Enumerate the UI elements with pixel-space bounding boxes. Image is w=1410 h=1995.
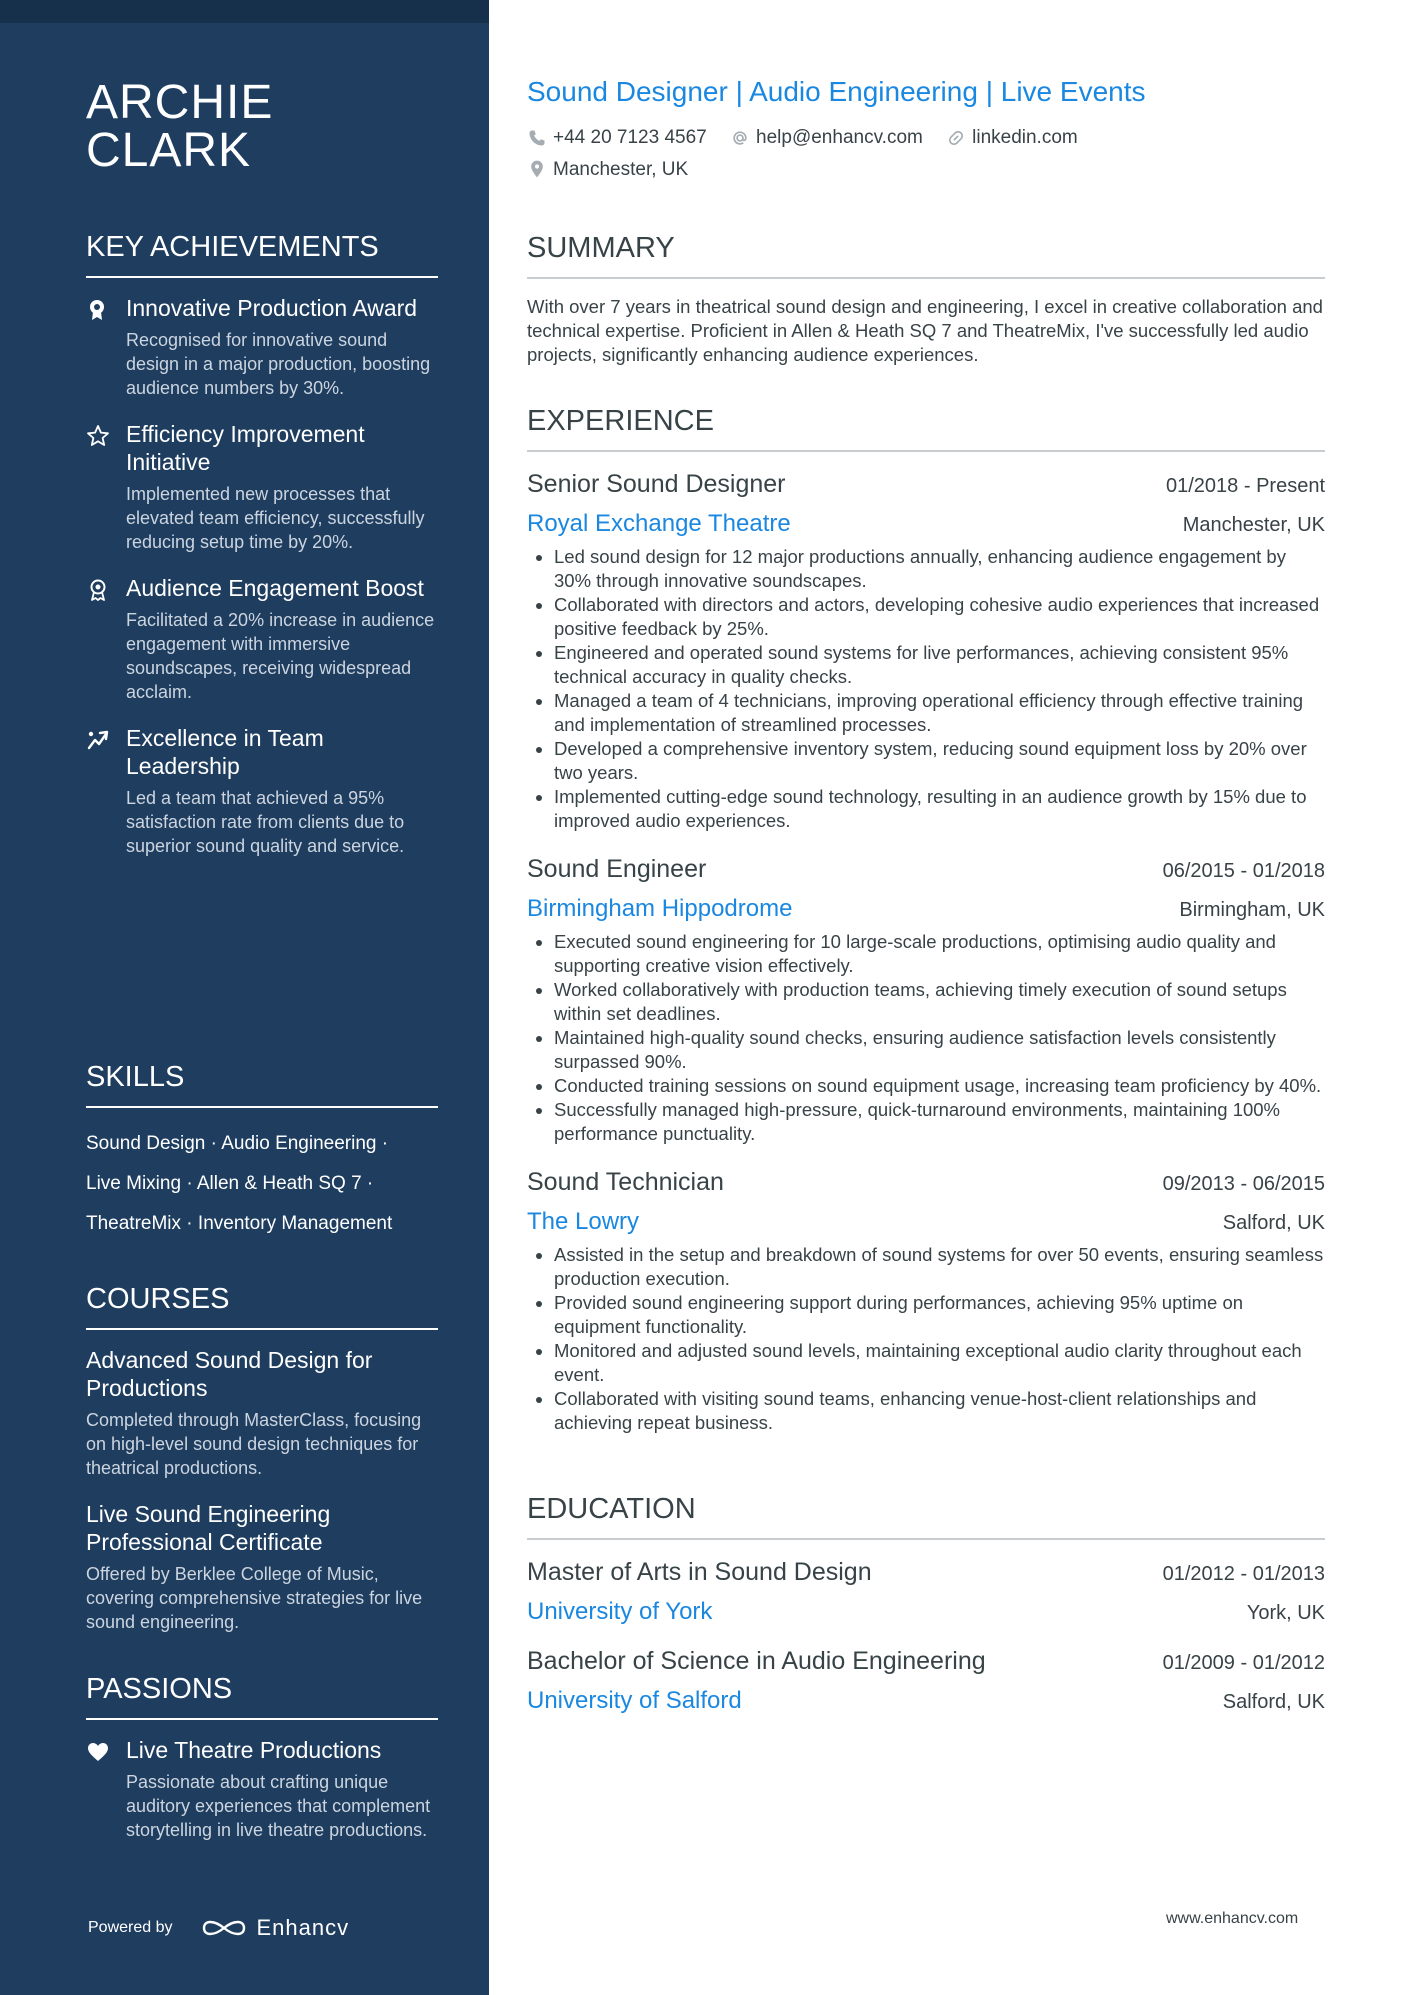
company-name[interactable]: The Lowry bbox=[527, 1208, 640, 1235]
course-item: Advanced Sound Design for Productions Completed through MasterClass, focusing on high-level sound design techniques for theatrical productions. bbox=[86, 1347, 422, 1478]
headline: Sound Designer | Audio Engineering | Live Events bbox=[527, 76, 1146, 107]
candidate-name: ARCHIE CLARK bbox=[86, 76, 274, 177]
achievements-title: KEY ACHIEVEMENTS bbox=[86, 233, 438, 278]
location: Manchester, UK bbox=[527, 156, 688, 183]
award-ribbon-icon bbox=[86, 294, 126, 400]
star-icon bbox=[86, 420, 126, 554]
education-dates: 01/2009 - 01/2012 bbox=[1162, 1652, 1325, 1674]
job-title: Sound Engineer bbox=[527, 855, 707, 883]
medal-icon bbox=[86, 574, 126, 704]
experience-title: EXPERIENCE bbox=[527, 407, 1325, 452]
job-bullets: • Led sound design for 12 major productions annually, enhancing audience engagement by 30% through innovative soundscapes. • Collaborated with directors and actors, developing cohesive audio experiences that increased positive feedback by 25%. • Engineered and operated sound systems for live performances, achieving consistent 95% technical accuracy in quality checks. • Managed a team of 4 technicians, improving operational efficiency through effective training and implementation of streamlined processes. • Developed a comprehensive inventory system, reducing sound equipment loss by 20% over two years. • Implemented cutting-edge sound technology, resulting in an audience growth by 15% due to improved audio experiences. bbox=[527, 545, 1325, 833]
job-location: Birmingham, UK bbox=[1179, 899, 1325, 921]
courses-title: COURSES bbox=[86, 1285, 438, 1330]
education-title: EDUCATION bbox=[527, 1495, 1325, 1540]
job-entry bbox=[527, 853, 1325, 1146]
job-dates: 06/2015 - 01/2018 bbox=[1162, 860, 1325, 882]
powered-by: Powered by Enhancv bbox=[88, 1915, 350, 1940]
enhancv-logo-icon bbox=[201, 1915, 247, 1941]
degree: Master of Arts in Sound Design bbox=[527, 1558, 872, 1586]
company-name[interactable]: Birmingham Hippodrome bbox=[527, 895, 793, 922]
growth-arrow-icon bbox=[86, 724, 126, 858]
education-dates: 01/2012 - 01/2013 bbox=[1162, 1563, 1325, 1585]
linkedin[interactable]: linkedin.com bbox=[946, 124, 1078, 151]
achievement-item: Excellence in Team Leadership Led a team that achieved a 95% satisfaction rate from clients due to superior sound quality and service. bbox=[86, 724, 438, 858]
school-location: Salford, UK bbox=[1222, 1691, 1325, 1713]
job-title: Sound Technician bbox=[527, 1168, 724, 1196]
phone-icon bbox=[527, 128, 547, 148]
footer-url[interactable]: www.enhancv.com bbox=[1166, 1910, 1299, 1927]
header bbox=[527, 78, 1325, 187]
school-location: York, UK bbox=[1246, 1602, 1325, 1624]
courses-section bbox=[86, 1285, 438, 1654]
phone[interactable]: +44 20 7123 4567 bbox=[527, 124, 707, 151]
job-bullets: • Assisted in the setup and breakdown of sound systems for over 50 events, ensuring seamless production execution. • Provided sound engineering support during performances, achieving 95% uptime on equipment functionality. • Monitored and adjusted sound levels, maintaining exceptional audio clarity throughout each event. • Collaborated with visiting sound teams, enhancing venue-host-client relationships and achieving repeat business. bbox=[527, 1243, 1325, 1435]
job-location: Manchester, UK bbox=[1182, 514, 1325, 536]
school-name[interactable]: University of Salford bbox=[527, 1687, 742, 1714]
school-name[interactable]: University of York bbox=[527, 1598, 713, 1625]
job-entry bbox=[527, 468, 1325, 833]
achievement-item: Audience Engagement Boost Facilitated a 20% increase in audience engagement with immersive soundscapes, receiving widespread acclaim. bbox=[86, 574, 438, 704]
job-entry bbox=[527, 1166, 1325, 1435]
sidebar bbox=[0, 0, 489, 1995]
job-dates: 01/2018 - Present bbox=[1166, 475, 1325, 497]
company-name[interactable]: Royal Exchange Theatre bbox=[527, 510, 791, 537]
email[interactable]: help@enhancv.com bbox=[730, 124, 923, 151]
education-entry bbox=[527, 1556, 1325, 1629]
passions-section bbox=[86, 1675, 438, 1862]
experience-section bbox=[527, 407, 1325, 1455]
at-sign-icon bbox=[730, 128, 750, 148]
summary-text: With over 7 years in theatrical sound design and engineering, I excel in creative collaboration and technical expertise. Proficient in Allen & Heath SQ 7 and TheatreMix, I've successfully led audio projects, significantly enhancing audience experiences. bbox=[527, 296, 1323, 365]
achievements-section bbox=[86, 233, 438, 878]
summary-section bbox=[527, 234, 1325, 367]
education-entry bbox=[527, 1645, 1325, 1718]
job-location: Salford, UK bbox=[1222, 1212, 1325, 1234]
heart-icon bbox=[86, 1736, 126, 1842]
skills-section bbox=[86, 1063, 438, 1244]
passion-item: Live Theatre Productions Passionate about crafting unique auditory experiences that complement storytelling in live theatre productions. bbox=[86, 1736, 438, 1842]
job-dates: 09/2013 - 06/2015 bbox=[1162, 1173, 1325, 1195]
skills-title: SKILLS bbox=[86, 1063, 438, 1108]
passions-title: PASSIONS bbox=[86, 1675, 438, 1720]
achievement-item: Innovative Production Award Recognised for innovative sound design in a major production, boosting audience numbers by 30%. bbox=[86, 294, 438, 400]
skills-list: Sound Design · Audio Engineering · Live Mixing · Allen & Heath SQ 7 · TheatreMix · Inventory Management bbox=[86, 1133, 393, 1234]
location-pin-icon bbox=[527, 159, 547, 179]
degree: Bachelor of Science in Audio Engineering bbox=[527, 1647, 986, 1675]
contact-info bbox=[527, 124, 1325, 187]
enhancv-logo[interactable]: Enhancv bbox=[201, 1915, 350, 1941]
summary-title: SUMMARY bbox=[527, 234, 1325, 279]
job-title: Senior Sound Designer bbox=[527, 470, 786, 498]
education-section bbox=[527, 1495, 1325, 1734]
course-item: Live Sound Engineering Professional Certificate Offered by Berklee College of Music, covering comprehensive strategies for live sound engineering. bbox=[86, 1501, 423, 1632]
job-bullets: • Executed sound engineering for 10 large-scale productions, optimising audio quality and supporting creative vision effectively. • Worked collaboratively with production teams, achieving timely execution of sound setups within set deadlines. • Maintained high-quality sound checks, ensuring audience satisfaction levels consistently surpassed 90%. • Conducted training sessions on sound equipment usage, increasing team proficiency by 40%. • Successfully managed high-pressure, quick-turnaround environments, maintaining 100% performance punctuality. bbox=[527, 930, 1325, 1146]
link-icon bbox=[946, 128, 966, 148]
achievement-item: Efficiency Improvement Initiative Implemented new processes that elevated team efficiency, successfully reducing setup time by 20%. bbox=[86, 420, 438, 554]
